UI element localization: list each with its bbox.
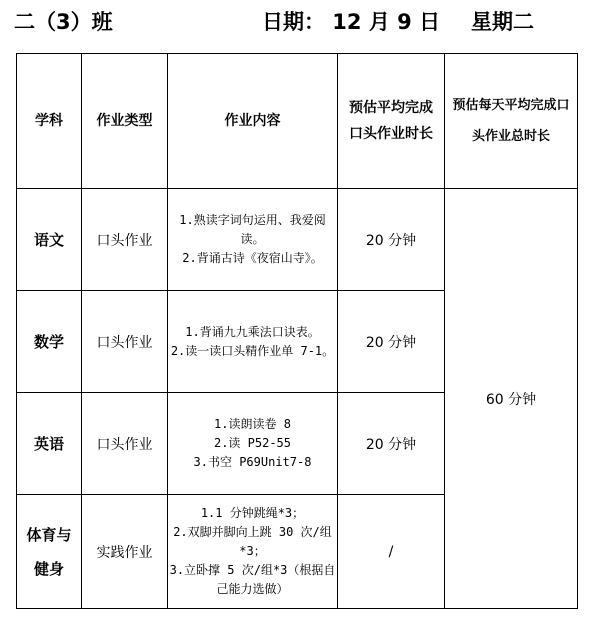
header-type: 作业类型 [82, 54, 168, 189]
row-subject: 语文 [17, 189, 82, 291]
content-line: 1.背诵九九乘法口诀表。 [185, 324, 320, 339]
header-content: 作业内容 [168, 54, 338, 189]
header-daily-total [445, 54, 578, 189]
content-line: 2.读一读口头精作业单 7-1。 [170, 343, 335, 358]
row-duration: 20 分钟 [338, 393, 445, 495]
row-subject [17, 495, 82, 609]
daily-total-value: 60 分钟 [445, 189, 578, 609]
content-line: 1.熟读字词句运用、我爱阅读。 [179, 213, 326, 246]
homework-table [16, 53, 578, 609]
content-line: 3.书空 P69Unit7-8 [193, 455, 312, 469]
row-type: 口头作业 [82, 291, 168, 393]
content-line: 3.立卧撑 5 次/组*3（根据自己能力选做） [169, 563, 336, 596]
header-subject: 学科 [17, 54, 82, 189]
header-avg-time-text: 预估平均完成口头作业时长 [349, 100, 433, 142]
row-subject-text: 体育与健身 [26, 525, 72, 578]
row-content [168, 495, 338, 609]
row-content [168, 291, 338, 393]
content-line: 2.读 P52-55 [213, 436, 292, 450]
table-header-row [17, 54, 578, 189]
weekday-label: 星期二 [471, 10, 534, 34]
row-content [168, 393, 338, 495]
row-type: 口头作业 [82, 393, 168, 495]
class-title: 二（3）班 [14, 10, 113, 34]
row-subject: 英语 [17, 393, 82, 495]
row-content [168, 189, 338, 291]
row-subject: 数学 [17, 291, 82, 393]
row-duration: 20 分钟 [338, 189, 445, 291]
row-duration: 20 分钟 [338, 291, 445, 393]
table-row [17, 189, 578, 291]
row-type: 口头作业 [82, 189, 168, 291]
row-type: 实践作业 [82, 495, 168, 609]
date-label: 日期： 12 月 9 日 [262, 10, 441, 34]
header-daily-total-text: 预估每天平均完成口头作业总时长 [452, 98, 570, 144]
header-avg-time [338, 54, 445, 189]
content-line: 1.1 分钟跳绳*3； [200, 506, 305, 520]
content-line: 1.读朗读卷 8 [214, 417, 291, 431]
row-duration: / [338, 495, 445, 609]
content-line: 2.背诵古诗《夜宿山寺》。 [182, 251, 323, 265]
content-line: 2.双脚并脚向上跳 30 次/组*3； [173, 525, 332, 558]
